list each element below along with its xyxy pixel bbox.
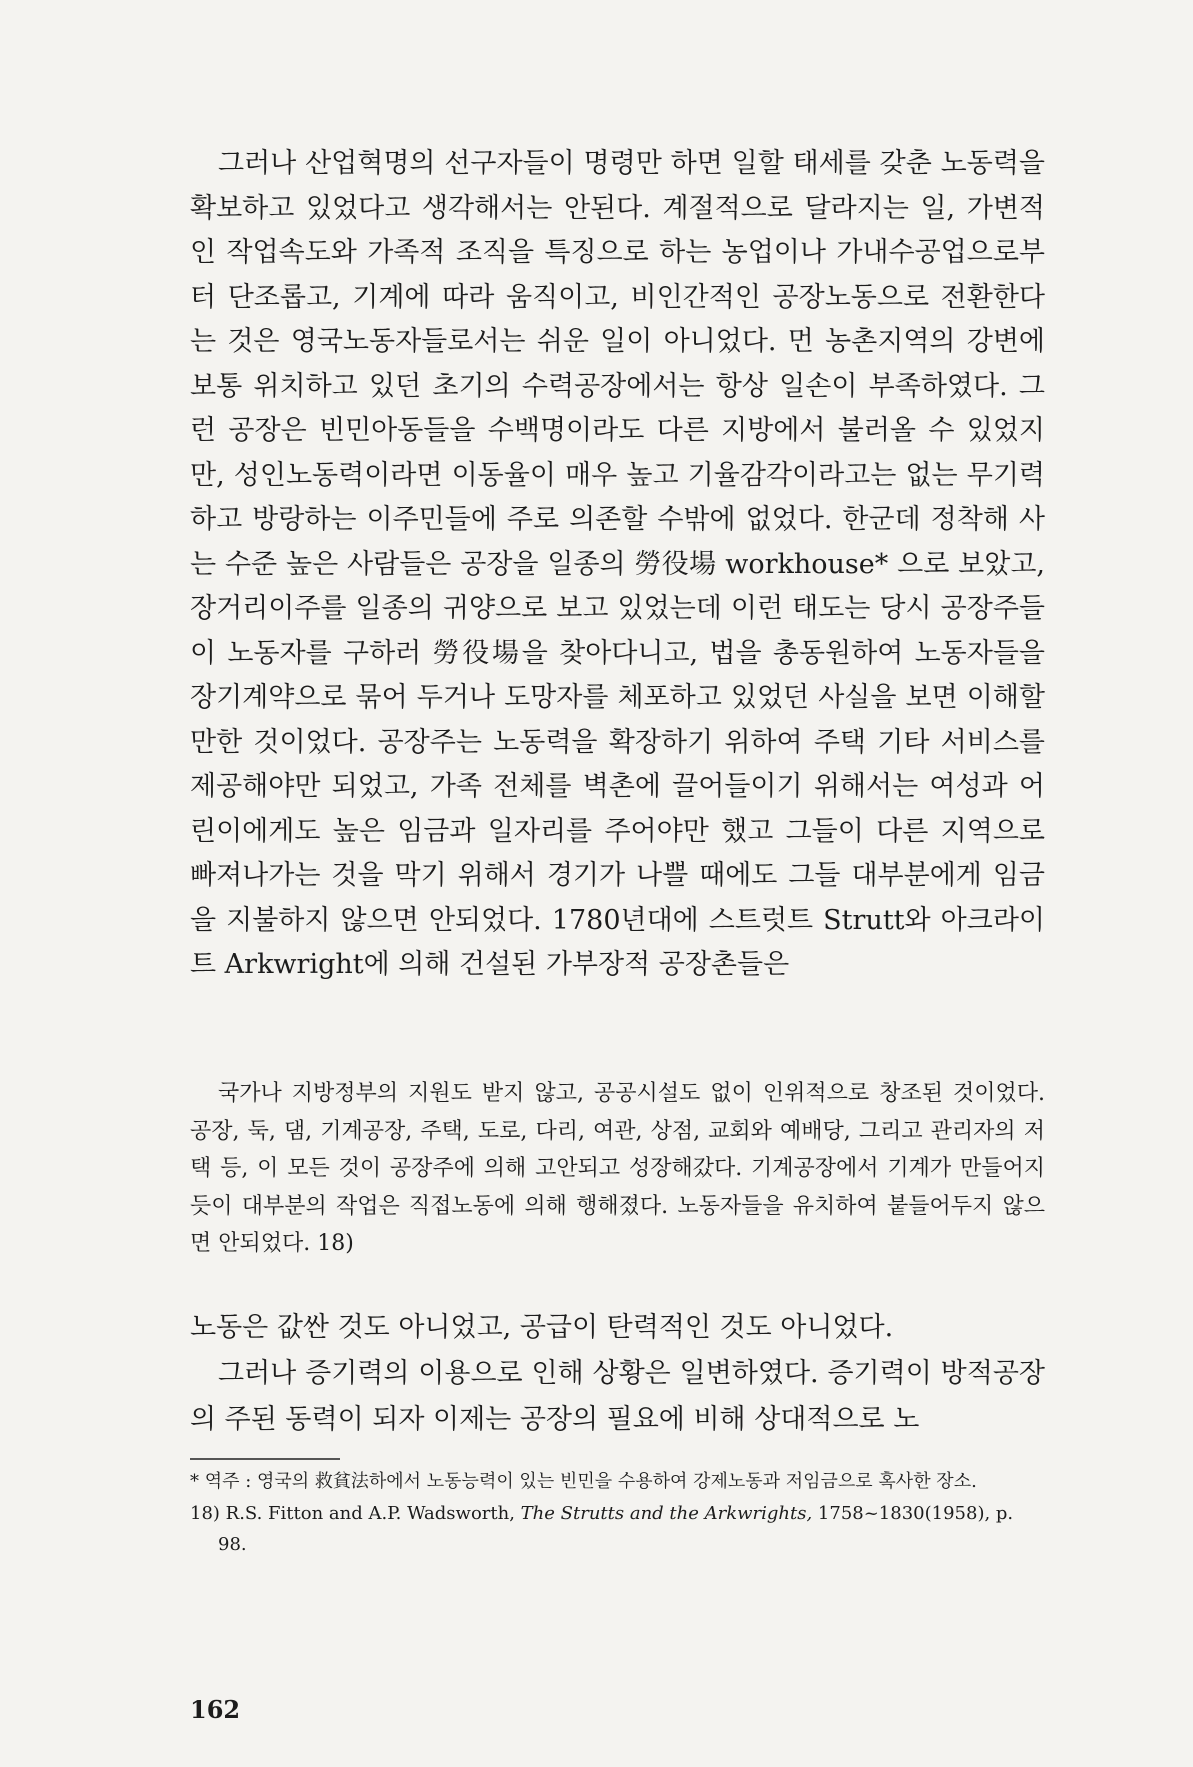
quote-text: 국가나 지방정부의 지원도 받지 않고, 공공시설도 없이 인위적으로 창조된 것이었다. 공장, 둑, 댐, 기계공장, 주택, 도로, 다리, 여관, 상점, 교회와 예배당, 그리고 관리자의 저택 등, 이 모든 것이 공장주에 의해 고안되고 성장해갔다. 기계공장에서 기계가 만들어지듯이 대부분의 작업은 직접노동에 의해 행해졌다. 노동자들을 유치하여 붙들어두지 않으면 안되었다. 18)	[190, 1081, 1045, 1256]
footnote-translator: * 역주 : 영국의 救貧法하에서 노동능력이 있는 빈민을 수용하여 강제노동과 저임금으로 혹사한 장소.	[190, 1471, 977, 1492]
paragraph: 그러나 증기력의 이용으로 인해 상황은 일변하였다. 증기력이 방적공장의 주된 동력이 되자 이제는 공장의 필요에 비해 상대적으로 노	[190, 1358, 1045, 1435]
paragraph: 노동은 값싼 것도 아니었고, 공급이 탄력적인 것도 아니었다.	[190, 1312, 894, 1343]
continuation-text	[190, 1305, 1045, 1443]
footnote-18-title: The Strutts and the Arkwrights,	[520, 1503, 813, 1524]
footnote-divider	[190, 1458, 340, 1460]
body-text	[190, 142, 1045, 988]
footnote-18-suffix: 1758~1830(1958), p. 98.	[218, 1503, 1014, 1555]
block-quote	[190, 1075, 1045, 1263]
page-number: 162	[190, 1695, 241, 1724]
footnote-18-prefix: 18) R.S. Fitton and A.P. Wadsworth,	[190, 1503, 521, 1524]
paragraph: 그러나 산업혁명의 선구자들이 명령만 하면 일할 태세를 갖춘 노동력을 확보하고 있었다고 생각해서는 안된다. 계절적으로 달라지는 일, 가변적인 작업속도와 가족적 조직을 특징으로 하는 농업이나 가내수공업으로부터 단조롭고, 기계에 따라 움직이고, 비인간적인 공장노동으로 전환한다는 것은 영국노동자들로서는 쉬운 일이 아니었다. 먼 농촌지역의 강변에 보통 위치하고 있던 초기의 수력공장에서는 항상 일손이 부족하였다. 그런 공장은 빈민아동들을 수백명이라도 다른 지방에서 불러올 수 있었지만, 성인노동력이라면 이동율이 매우 높고 기율감각이라고는 없는 무기력하고 방랑하는 이주민들에 주로 의존할 수밖에 없었다. 한군데 정착해 사는 수준 높은 사람들은 공장을 일종의 勞役場 workhouse* 으로 보았고, 장거리이주를 일종의 귀양으로 보고 있었는데 이런 태도는 당시 공장주들이 노동자를 구하러 勞役場을 찾아다니고, 법을 총동원하여 노동자들을 장기계약으로 묶어 두거나 도망자를 체포하고 있었던 사실을 보면 이해할 만한 것이었다. 공장주는 노동력을 확장하기 위하여 주택 기타 서비스를 제공해야만 되었고, 가족 전체를 벽촌에 끌어들이기 위해서는 여성과 어린이에게도 높은 임금과 일자리를 주어야만 했고 그들이 다른 지역으로 빠져나가는 것을 막기 위해서 경기가 나쁠 때에도 그들 대부분에게 임금을 지불하지 않으면 안되었다. 1780년대에 스트럿트 Strutt와 아크라이트 Arkwright에 의해 건설된 가부장적 공장촌들은	[190, 148, 1045, 980]
footnotes	[190, 1466, 1045, 1561]
footnote-18	[190, 1498, 1045, 1560]
